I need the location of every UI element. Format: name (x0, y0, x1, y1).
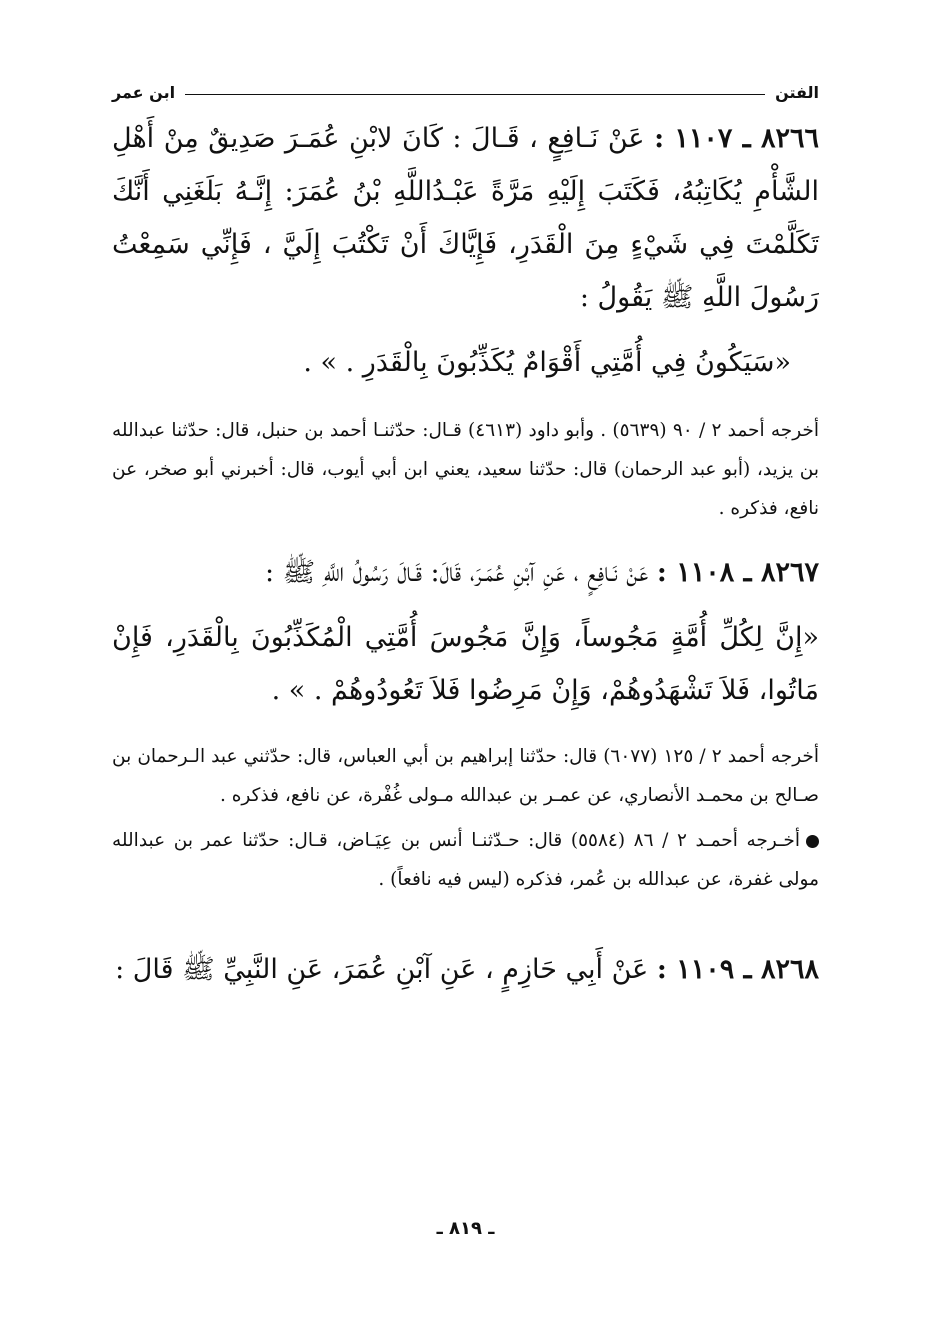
hadith-8268-number: ٨٢٦٨ ـ ١١٠٩ : (656, 954, 819, 985)
hadith-8266-quote: «سَيَكُونُ فِي أُمَّتِي أَقْوَامٌ يُكَذِّبُونَ بِالْقَدَرِ . » . (303, 347, 791, 378)
bullet-dot-icon (806, 835, 819, 848)
hadith-8268-text: عَنْ أَبِي حَازِمٍ ، عَنِ آبْنِ عُمَرَ، عَنِ النَّبِيِّ ﷺ قَالَ : (115, 954, 649, 985)
page-content (112, 112, 819, 996)
chapter-title: الفتن (775, 82, 819, 102)
hadith-8267-text: عَنْ نَـافِعٍ ، عَنِ آبْنِ عُمَـرَ، قَالَ: قَـالَ رَسُولُ اللَّهِ ﷺ : (264, 557, 649, 588)
running-header (112, 78, 819, 106)
hadith-8266-text: عَنْ نَـافِعٍ ، قَـالَ : كَانَ لابْنِ عُمَـرَ صَدِيقٌ مِنْ أَهْلِ الشَّأْمِ يُكَاتِبُهُ، فَكَتَبَ إِلَيْهِ مَرَّةً عَبْـدُاللَّهِ بْنُ عُمَرَ: إِنَّـهُ بَلَغَنِي أَنَّكَ تَكَلَّمْتَ فِي شَيْءٍ مِنَ الْقَدَرِ، فَإِيَّاكَ أَنْ تَكْتُبَ إِلَيَّ ، فَإِنِّي سَمِعْتُ رَسُولَ اللَّهِ ﷺ يَقُولُ : (112, 123, 819, 313)
header-rule (185, 94, 765, 95)
page-number: ـ ٨١٩ ـ (436, 1218, 495, 1239)
hadith-8266 (112, 112, 819, 324)
hadith-8266-takhrij: أخرجه أحمد ٢ / ٩٠ (٥٦٣٩) . وأبو داود (٤٦١٣) قـال: حدّثنـا أحمد بن حنبل، قال: حدّثنا عبدالله بن يزيد، (أبو عبد الرحمان) قال: حدّثنا سعيد، يعني ابن أبي أيوب، قال: أخبرني أبو صخر، عن نافع، فذكره . (112, 420, 819, 519)
hadith-8268 (112, 943, 819, 996)
hadith-8267-takhrij-1: أخرجه أحمد ٢ / ١٢٥ (٦٠٧٧) قال: حدّثنا إبراهيم بن أبي العباس، قال: حدّثني عبد الـرحمان بن صـالح بن محمـد الأنصاري، عن عمـر بن عبدالله مـولى غُفْرة، عن نافع، فذكره . (112, 746, 819, 806)
hadith-8267-number: ٨٢٦٧ ـ ١١٠٨ : (656, 557, 819, 588)
hadith-8266-number: ٨٢٦٦ ـ ١١٠٧ : (654, 123, 819, 154)
hadith-8267-takhrij-2 (112, 821, 819, 899)
hadith-8267-takhrij-2-text: أخـرجه أحمـد ٢ / ٨٦ (٥٥٨٤) قال: حـدّثنـا أنس بن عِيَـاض، قـال: حدّثنا عمر بن عبدالله مولى غفرة، عن عبدالله بن عُمر، فذكره (ليس فيه نافعاً) . (112, 830, 819, 890)
hadith-8267 (112, 546, 819, 599)
narrator-title: ابن عمر (112, 82, 176, 102)
hadith-8267-quote: «إِنَّ لِكُلِّ أُمَّةٍ مَجُوساً، وَإِنَّ مَجُوسَ أُمَّتِي الْمُكَذِّبُونَ بِالْقَدَرِ، فَإِنْ مَاتُوا، فَلاَ تَشْهَدُوهُمْ، وَإِنْ مَرِضُوا فَلاَ تَعُودُوهُمْ . » . (112, 622, 819, 706)
